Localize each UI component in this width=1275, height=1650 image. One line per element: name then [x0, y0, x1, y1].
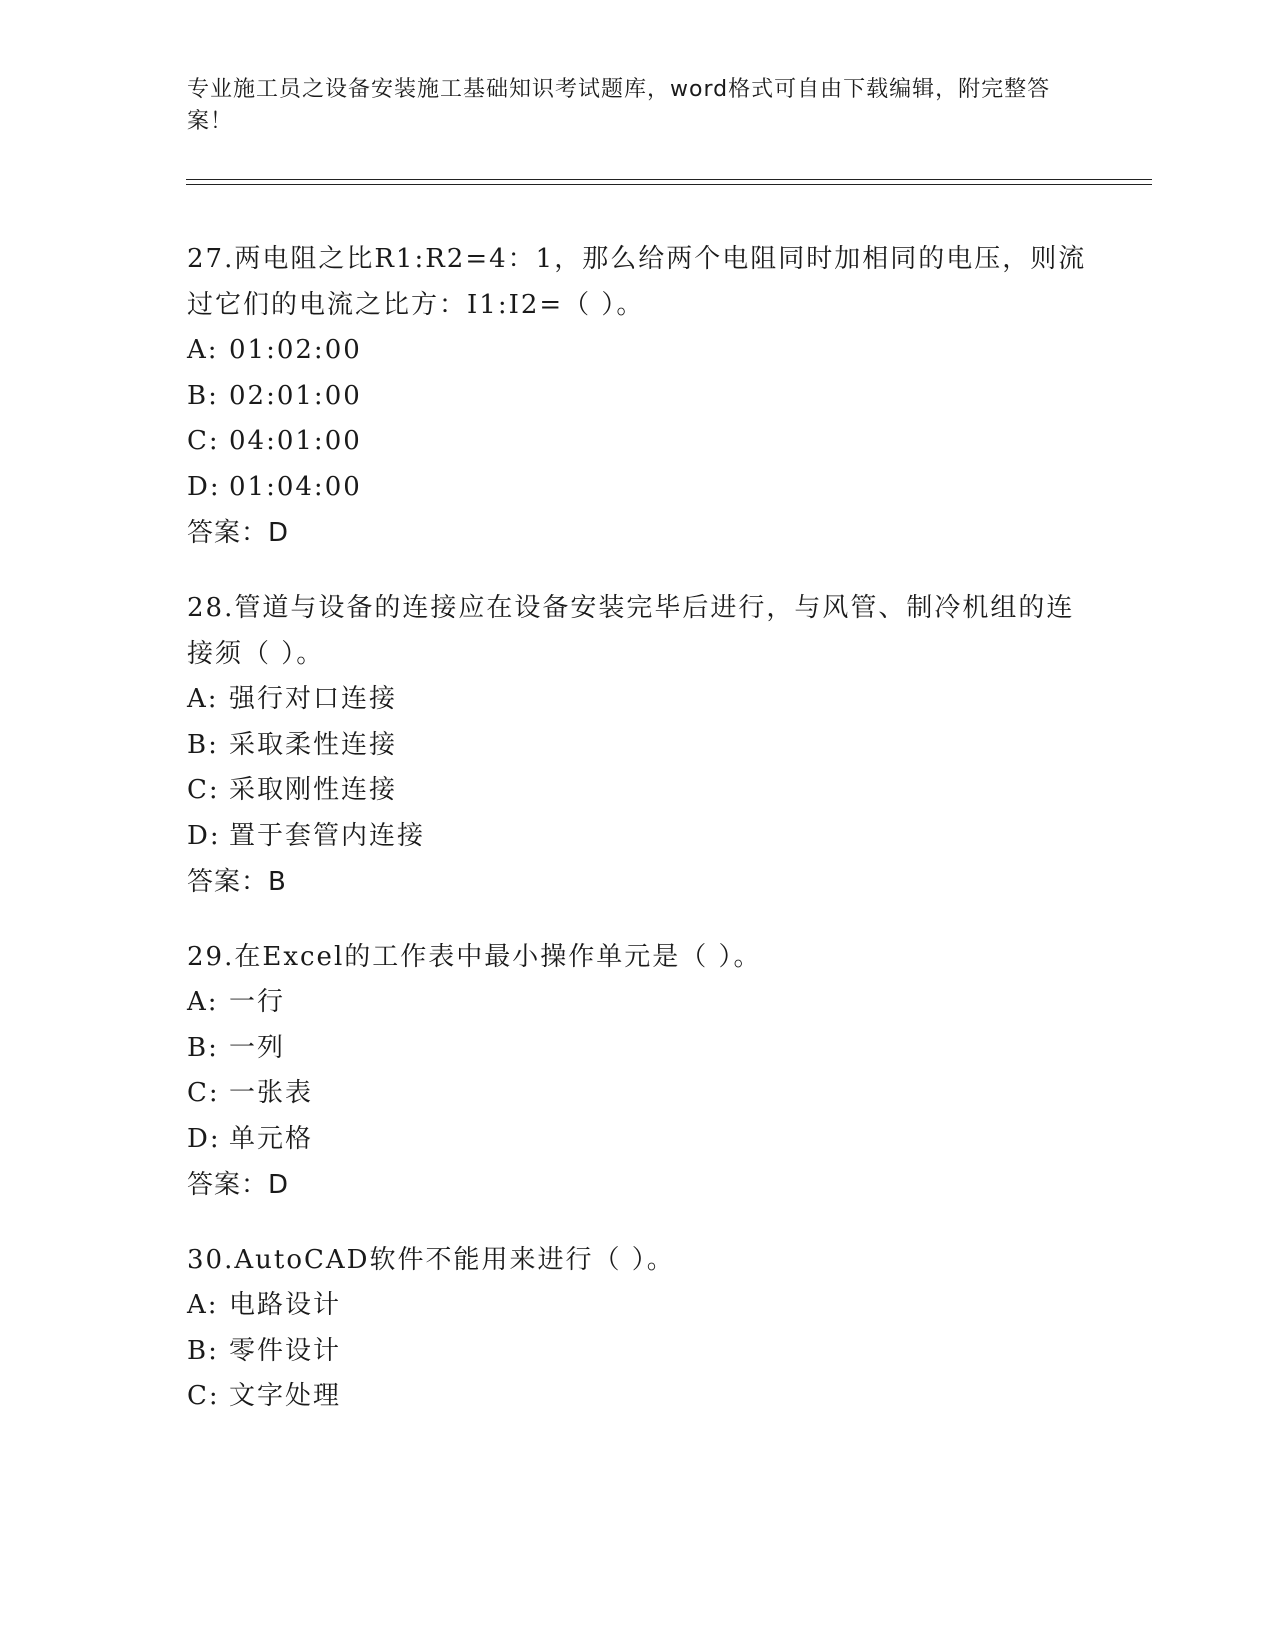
- question-stem: 30.AutoCAD软件不能用来进行（ ）。: [187, 1245, 675, 1275]
- option-key: B:: [187, 729, 219, 760]
- option-a: [187, 677, 1087, 723]
- option-d: [187, 1117, 1087, 1163]
- question-stem: 27.两电阻之比R1:R2=4：1，那么给两个电阻同时加相同的电压，则流过它们的电流之比方：I1:I2=（ ）。: [187, 244, 1087, 320]
- option-text: 置于套管内连接: [229, 820, 426, 851]
- question-stem: 29.在Excel的工作表中最小操作单元是（ ）。: [187, 942, 762, 972]
- option-key: A:: [187, 335, 219, 365]
- option-key: C:: [187, 1078, 220, 1108]
- option-c: [187, 1071, 1087, 1117]
- option-text: 02:01:00: [229, 380, 362, 411]
- option-text: 电路设计: [229, 1290, 342, 1320]
- option-text: 一行: [229, 987, 286, 1017]
- question-list: [187, 236, 1087, 1449]
- option-c: [187, 1374, 1087, 1420]
- option-key: D:: [187, 1123, 221, 1154]
- option-key: B:: [187, 380, 219, 411]
- document-header: 专业施工员之设备安装施工基础知识考试题库，word格式可自由下载编辑，附完整答案！: [187, 77, 1051, 134]
- option-d: [187, 465, 1087, 511]
- option-key: B:: [187, 1335, 219, 1366]
- question-28: [187, 585, 1087, 905]
- option-text: 文字处理: [229, 1381, 342, 1411]
- answer-line: 答案：D: [187, 1170, 290, 1200]
- option-c: [187, 419, 1087, 465]
- header-divider-top: [186, 179, 1152, 180]
- option-key: D:: [187, 471, 221, 502]
- option-text: 零件设计: [229, 1335, 342, 1366]
- option-key: C:: [187, 775, 220, 805]
- option-key: D:: [187, 820, 221, 851]
- option-text: 一列: [229, 1032, 286, 1063]
- option-key: C:: [187, 1381, 220, 1411]
- answer-line: 答案：D: [187, 518, 290, 548]
- question-stem: 28.管道与设备的连接应在设备安装完毕后进行，与风管、制冷机组的连接须（ ）。: [187, 593, 1075, 669]
- option-a: [187, 328, 1087, 374]
- option-a: [187, 980, 1087, 1026]
- question-30: [187, 1237, 1087, 1420]
- option-key: C:: [187, 426, 220, 456]
- option-c: [187, 768, 1087, 814]
- option-b: [187, 374, 1087, 420]
- option-a: [187, 1283, 1087, 1329]
- option-text: 采取柔性连接: [229, 729, 398, 760]
- question-27: [187, 236, 1087, 556]
- option-text: 01:02:00: [229, 335, 362, 365]
- option-key: A:: [187, 684, 219, 714]
- option-b: [187, 1026, 1087, 1072]
- option-text: 强行对口连接: [229, 684, 398, 714]
- question-29: [187, 934, 1087, 1208]
- option-b: [187, 723, 1087, 769]
- option-b: [187, 1329, 1087, 1375]
- option-key: B:: [187, 1032, 219, 1063]
- answer-line: 答案：B: [187, 867, 287, 897]
- option-d: [187, 814, 1087, 860]
- option-text: 采取刚性连接: [229, 775, 398, 805]
- option-text: 单元格: [229, 1123, 314, 1154]
- option-text: 04:01:00: [229, 426, 362, 456]
- option-text: 一张表: [229, 1078, 314, 1108]
- header-divider-bottom: [186, 184, 1152, 185]
- option-key: A:: [187, 1290, 219, 1320]
- option-key: A:: [187, 987, 219, 1017]
- option-text: 01:04:00: [229, 471, 362, 502]
